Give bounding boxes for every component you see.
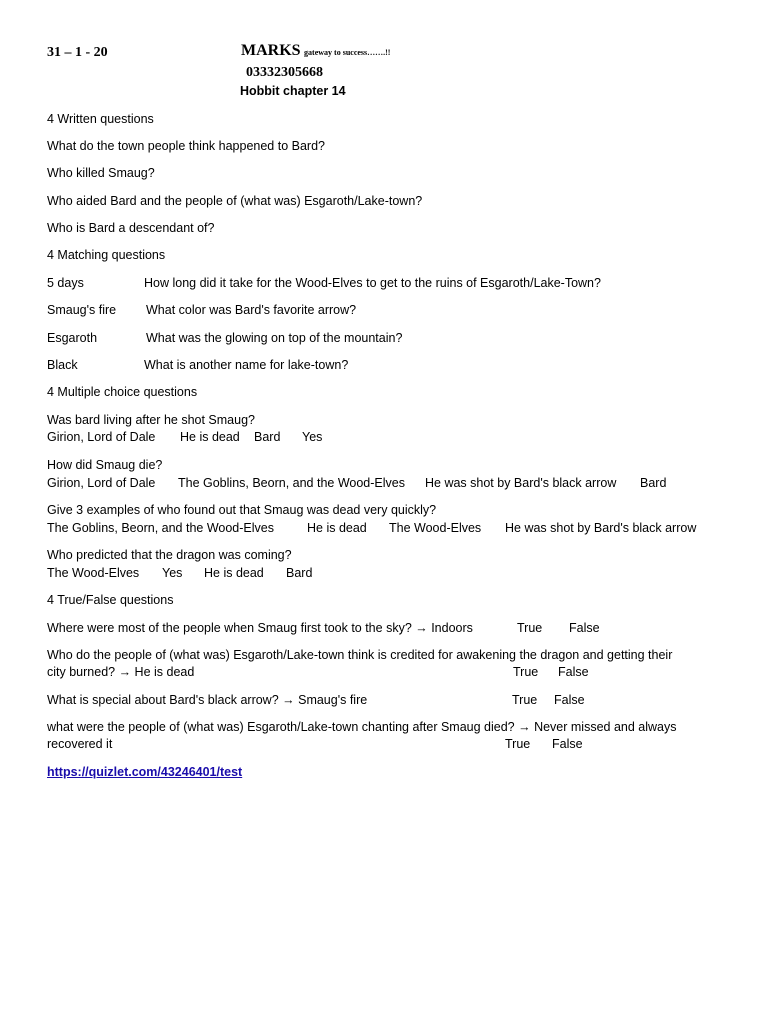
- matching-term: Black: [47, 358, 78, 372]
- tf-true-label: True: [505, 737, 531, 751]
- mc-option: Bard: [640, 476, 667, 490]
- mc-option: He was shot by Bard's black arrow: [505, 521, 697, 535]
- mc-option: Bard: [286, 566, 313, 580]
- matching-question: What was the glowing on top of the mountain?: [146, 331, 403, 345]
- section-heading-multiple: 4 Multiple choice questions: [47, 385, 198, 399]
- mc-option: Yes: [162, 566, 183, 580]
- brand-block: [241, 42, 390, 60]
- tf-statement-cont: recovered it: [47, 737, 113, 751]
- mc-option: He is dead: [180, 430, 240, 444]
- tf-false-label: False: [569, 621, 600, 635]
- mc-option: He is dead: [204, 566, 264, 580]
- brand-tagline: gateway to success…….!!: [304, 48, 391, 57]
- phone-number: 03332305668: [246, 65, 323, 80]
- mc-option: The Wood-Elves: [389, 521, 482, 535]
- section-heading-written: 4 Written questions: [47, 112, 154, 126]
- section-heading-truefalse: 4 True/False questions: [47, 593, 174, 607]
- matching-term: Smaug's fire: [47, 303, 117, 317]
- date: 31 – 1 - 20: [47, 45, 108, 60]
- tf-true-label: True: [512, 693, 538, 707]
- tf-statement: Where were most of the people when Smaug first took to the sky? → Indoors: [47, 621, 473, 635]
- mc-question: Was bard living after he shot Smaug?: [47, 413, 255, 427]
- brand-name: MARKS: [241, 42, 301, 59]
- tf-statement-cont: city burned? → He is dead: [47, 665, 195, 679]
- tf-false-label: False: [554, 693, 585, 707]
- mc-option: The Goblins, Beorn, and the Wood-Elves: [178, 476, 405, 490]
- matching-question: How long did it take for the Wood-Elves to get to the ruins of Esgaroth/Lake-Town?: [144, 276, 601, 290]
- mc-question: How did Smaug die?: [47, 458, 163, 472]
- mc-question: Who predicted that the dragon was coming?: [47, 548, 292, 562]
- tf-false-label: False: [552, 737, 583, 751]
- mc-option: He was shot by Bard's black arrow: [425, 476, 617, 490]
- written-question: Who is Bard a descendant of?: [47, 221, 215, 235]
- tf-false-label: False: [558, 665, 589, 679]
- mc-option: He is dead: [307, 521, 367, 535]
- mc-option: Girion, Lord of Dale: [47, 430, 156, 444]
- mc-option: The Wood-Elves: [47, 566, 140, 580]
- mc-option: Yes: [302, 430, 323, 444]
- matching-question: What is another name for lake-town?: [144, 358, 349, 372]
- page-title: Hobbit chapter 14: [240, 84, 346, 98]
- tf-statement: Who do the people of (what was) Esgaroth/Lake-town think is credited for awakening the dragon and getting their: [47, 648, 673, 662]
- matching-term: Esgaroth: [47, 331, 98, 345]
- tf-true-label: True: [513, 665, 539, 679]
- mc-question: Give 3 examples of who found out that Smaug was dead very quickly?: [47, 503, 437, 517]
- tf-statement: What is special about Bard's black arrow? → Smaug's fire: [47, 693, 368, 707]
- matching-question: What color was Bard's favorite arrow?: [146, 303, 357, 317]
- tf-true-label: True: [517, 621, 543, 635]
- written-question: Who killed Smaug?: [47, 166, 155, 180]
- quizlet-link[interactable]: https://quizlet.com/43246401/test: [47, 765, 243, 779]
- mc-option: Girion, Lord of Dale: [47, 476, 156, 490]
- mc-option: The Goblins, Beorn, and the Wood-Elves: [47, 521, 274, 535]
- mc-option: Bard: [254, 430, 281, 444]
- written-question: What do the town people think happened to Bard?: [47, 139, 325, 153]
- section-heading-matching: 4 Matching questions: [47, 248, 166, 262]
- tf-statement: what were the people of (what was) Esgaroth/Lake-town chanting after Smaug died? → Never missed and always: [47, 720, 677, 734]
- written-question: Who aided Bard and the people of (what was) Esgaroth/Lake-town?: [47, 194, 423, 208]
- matching-term: 5 days: [47, 276, 84, 290]
